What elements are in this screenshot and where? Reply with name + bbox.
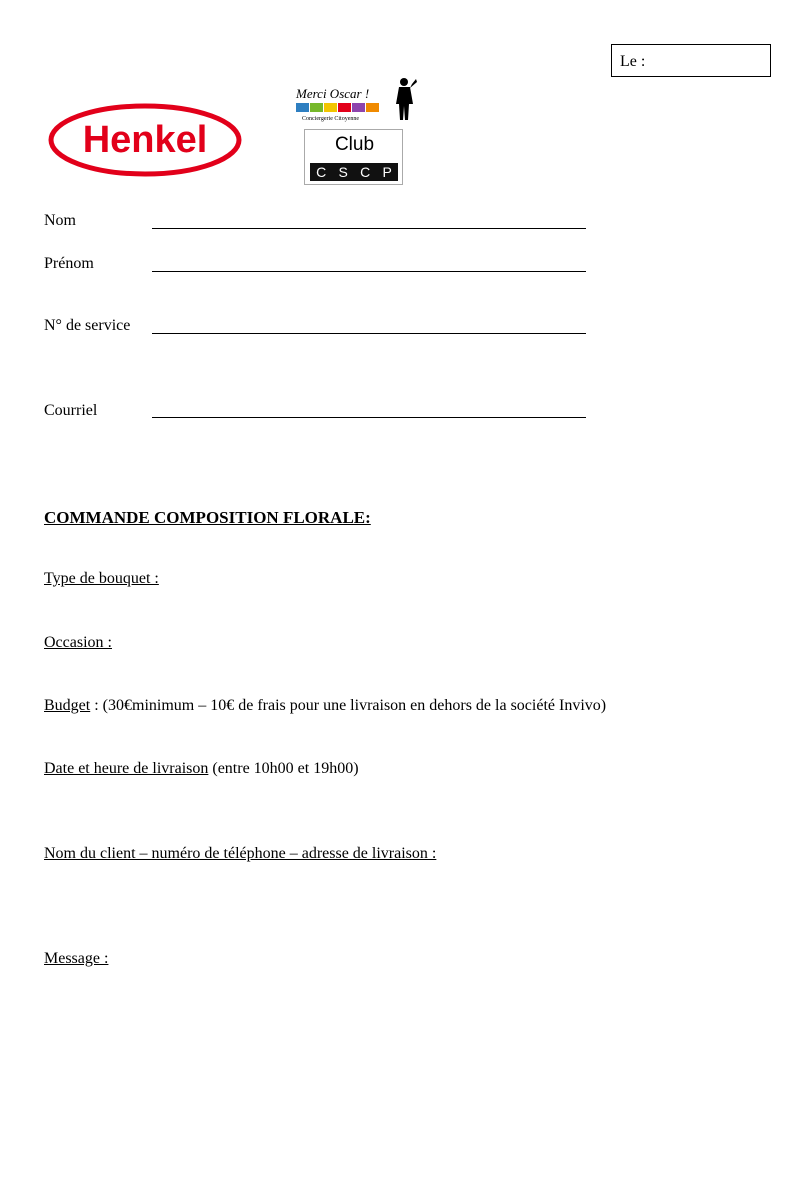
csp-letter: P [382, 164, 392, 180]
message-label: Message : [44, 950, 109, 967]
prenom-label: Prénom [44, 255, 94, 272]
type-bouquet-label: Type de bouquet : [44, 570, 159, 587]
budget-label: Budget [44, 697, 91, 714]
henkel-logo-text: Henkel [82, 119, 208, 161]
butler-icon [392, 76, 418, 122]
merci-oscar-subtitle: Conciergerie Citoyenne [302, 116, 360, 122]
delivery-line [44, 761, 359, 777]
client-label: Nom du client – numéro de téléphone – adresse de livraison : [44, 845, 437, 862]
merci-oscar-service-icons [296, 103, 379, 112]
occasion-label: Occasion : [44, 634, 112, 651]
budget-note: : (30€minimum – 10€ de frais pour une livraison en dehors de la société Invivo) [90, 697, 607, 714]
service-icon [310, 103, 323, 112]
section-title: COMMANDE COMPOSITION FLORALE: [44, 508, 371, 527]
csp-letter: C [316, 164, 327, 180]
delivery-label: Date et heure de livraison [44, 760, 209, 777]
henkel-logo [48, 102, 242, 178]
prenom-field[interactable] [152, 271, 586, 272]
csp-letters [310, 163, 398, 181]
service-icon [296, 103, 309, 112]
service-label: N° de service [44, 317, 131, 334]
merci-oscar-title: Merci Oscar ! [296, 86, 370, 101]
csp-letter: C [360, 164, 371, 180]
service-icon [324, 103, 337, 112]
service-icon [338, 103, 351, 112]
service-field[interactable] [152, 333, 586, 334]
club-csp-logo [304, 129, 403, 185]
courriel-label: Courriel [44, 402, 98, 419]
nom-field[interactable] [152, 228, 586, 229]
budget-line [44, 698, 606, 714]
date-field[interactable]: Le : [611, 44, 771, 77]
service-icon [352, 103, 365, 112]
csp-letter: S [338, 164, 348, 180]
merci-oscar-logo [296, 76, 420, 128]
delivery-note: (entre 10h00 et 19h00) [208, 760, 359, 777]
courriel-field[interactable] [152, 417, 586, 418]
service-icon [366, 103, 379, 112]
nom-label: Nom [44, 212, 76, 229]
club-label: Club [334, 134, 375, 155]
